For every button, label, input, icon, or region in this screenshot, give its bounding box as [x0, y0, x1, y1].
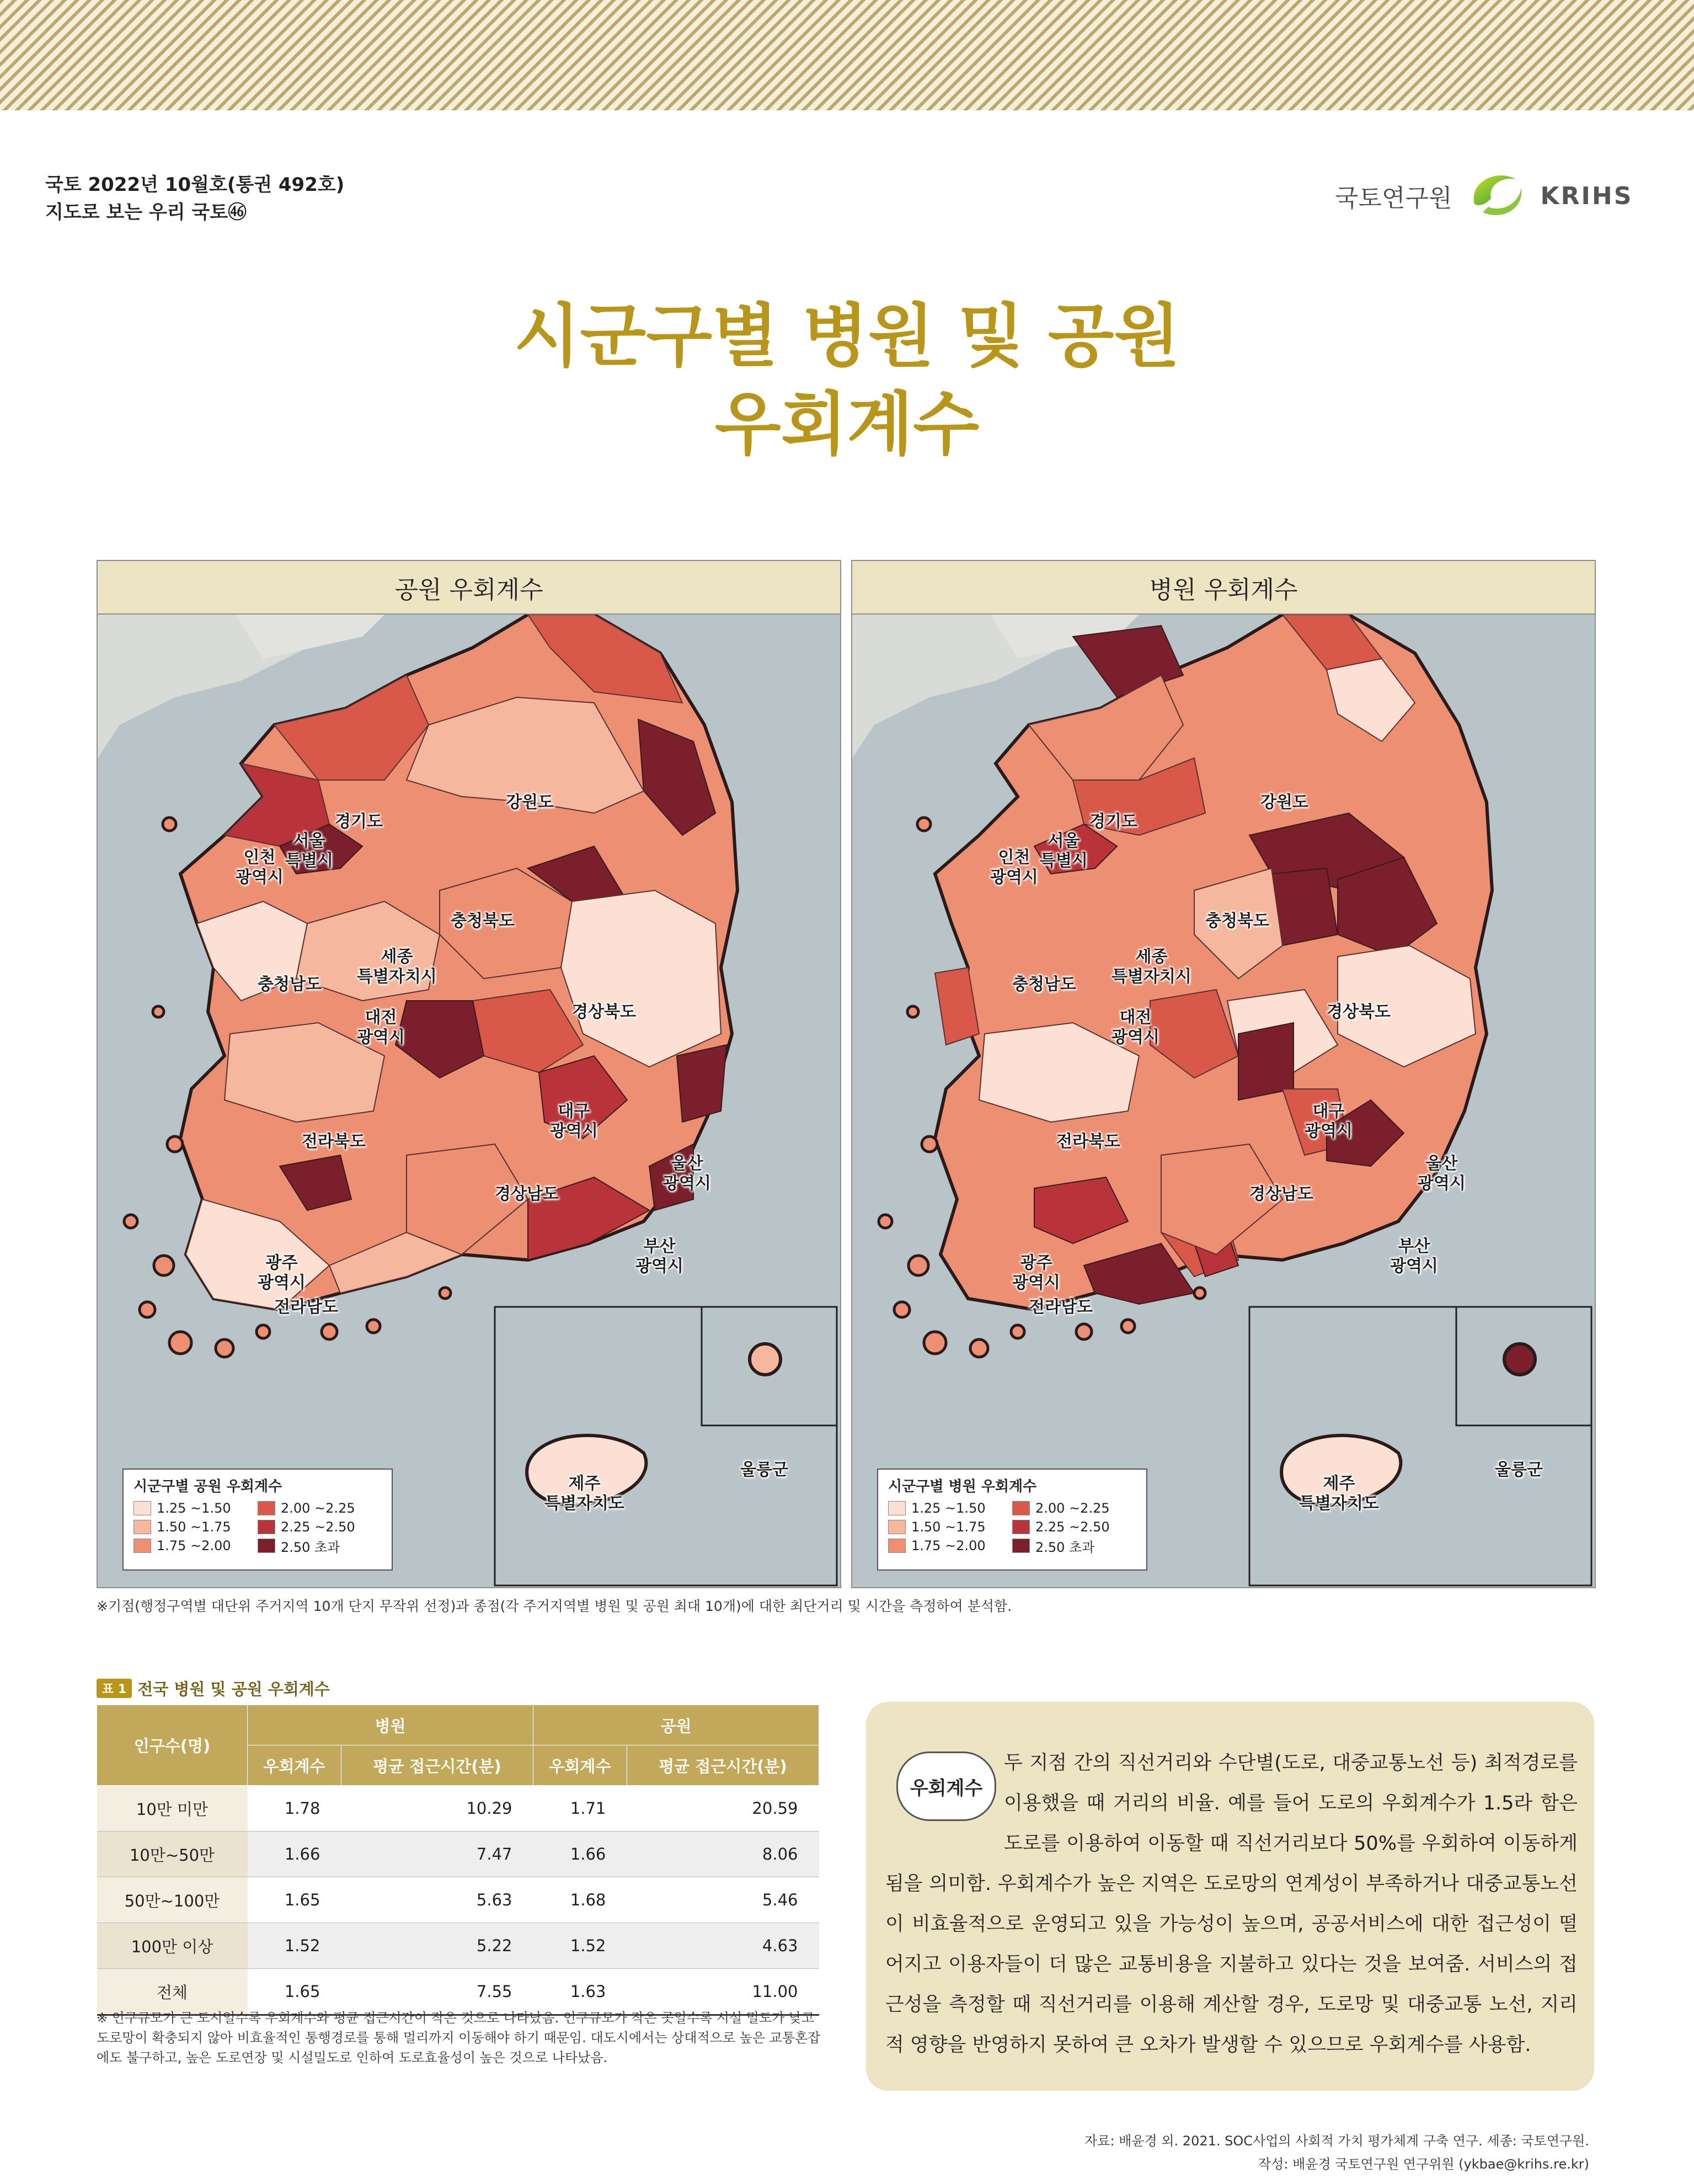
label-gyeonggi: 경기도 — [335, 812, 383, 831]
label-incheon: 인천 광역시 — [990, 848, 1038, 887]
header-stripe-band — [0, 0, 1694, 110]
page-title — [0, 292, 1694, 469]
label-ulleung: 울릉군 — [1495, 1460, 1543, 1480]
detour-table — [97, 1705, 819, 2016]
label-jeju: 제주 특별자치도 — [1299, 1474, 1379, 1513]
label-jeonbuk: 전라북도 — [1056, 1132, 1120, 1151]
park-detour-map-panel — [97, 560, 841, 1588]
legend-swatch — [888, 1501, 906, 1515]
label-daegu: 대구 광역시 — [550, 1102, 598, 1141]
legend-item: 1.50 ~1.75 — [133, 1518, 258, 1536]
label-chungnam: 충청남도 — [1012, 975, 1076, 994]
legend-item: 2.00 ~2.25 — [258, 1499, 382, 1518]
label-jeju: 제주 특별자치도 — [544, 1474, 624, 1513]
legend-title: 시군구별 공원 우회계수 — [133, 1478, 282, 1495]
map-heading: 공원 우회계수 — [98, 561, 840, 615]
subheader-park-time: 평균 접근시간(분) — [627, 1745, 819, 1786]
table-tag: 표 1 — [97, 1679, 132, 1698]
map-legend — [122, 1469, 393, 1571]
label-gyeongnam: 경상남도 — [495, 1184, 559, 1204]
label-daejeon: 대전 광역시 — [357, 1008, 405, 1047]
legend-item: 2.00 ~2.25 — [1012, 1499, 1136, 1518]
source-line: 자료: 배윤경 외. 2021. SOC사업의 사회적 가치 평가체계 구축 연구. 세종: 국토연구원. — [1084, 2133, 1589, 2149]
legend-item: 1.75 ~2.00 — [133, 1536, 258, 1555]
org-brand — [1335, 165, 1633, 226]
legend-item: 2.50 초과 — [258, 1536, 382, 1555]
table-row: 전체 1.65 7.55 1.63 11.00 — [97, 1969, 819, 2015]
label-gyeonggi: 경기도 — [1089, 812, 1137, 831]
label-jeonnam: 전라남도 — [274, 1297, 338, 1317]
legend-item: 2.25 ~2.50 — [258, 1518, 382, 1536]
legend-item: 1.25 ~1.50 — [888, 1499, 1012, 1518]
table-footnote: ※ 인구규모가 큰 도시일수록 우회계수와 평균 접근시간이 작은 것으로 나타났음. 인구규모가 작은 곳일수록 시설 밀도가 낮고 도로망이 확충되지 않아 비효율적인 통행경로를 통해 멀리까지 이동해야 하기 때문임. 대도시에서는 상대적으로 높은 교통혼잡에도 불구하고, 높은 도로연장 및 시설밀도로 인하여 도로효율성이 높은 것으로 나타났음. — [97, 2010, 821, 2065]
krihs-logo-icon — [1463, 165, 1530, 226]
legend-swatch — [1012, 1520, 1030, 1534]
label-ulsan: 울산 광역시 — [663, 1154, 711, 1193]
definition-text: 두 지점 간의 직선거리와 수단별(도로, 대중교통노선 등) 최적경로를 이용했을 때 거리의 비율. 예를 들어 도로의 우회계수가 1.5라 함은 도로를 이용하여 이동할 때 직선거리보다 50%를 우회하여 이동하게 됨을 의미함. 우회계수가 높은 지역은 도로망의 연계성이 부족하거나 대중교통노선이 비효율적으로 운영되고 있을 가능성이 높으며, 공공서비스에 대한 접근성이 떨어지고 이용자들이 더 많은 교통비용을 지불하고 있다는 것을 보여줌. 서비스의 접근성을 측정할 때 직선거리를 이용해 계산할 경우, 도로망 및 대중교통 노선, 지리적 영향을 반영하지 못하여 큰 오차가 발생할 수 있으므로 우회계수를 사용함. — [885, 1752, 1578, 2056]
title-line-2: 우회계수 — [714, 385, 980, 464]
table-caption — [97, 1677, 330, 1700]
legend-swatch — [258, 1520, 275, 1534]
source-credits — [1084, 2129, 1589, 2176]
table-row: 10만 미만 1.78 10.29 1.71 20.59 — [97, 1786, 819, 1831]
label-gangwon: 강원도 — [506, 793, 554, 812]
label-gyeongbuk: 경상북도 — [572, 1002, 636, 1022]
label-chungbuk: 충청북도 — [451, 911, 515, 931]
legend-swatch — [133, 1520, 151, 1534]
map-heading: 병원 우회계수 — [852, 561, 1595, 615]
subheader-park-detour: 우회계수 — [533, 1745, 627, 1786]
map-footnote: ※기점(행정구역별 대단위 주거지역 10개 단지 무작위 선정)과 종점(각 주거지역별 병원 및 공원 최대 10개)에 대한 최단거리 및 시간을 측정하여 분석함. — [97, 1598, 1012, 1614]
label-ulleung: 울릉군 — [740, 1460, 788, 1480]
header-park: 공원 — [533, 1705, 819, 1745]
legend-title: 시군구별 병원 우회계수 — [888, 1478, 1037, 1495]
issue-line: 국토 2022년 10월호(통권 492호) — [45, 174, 345, 196]
label-jeonnam: 전라남도 — [1029, 1297, 1093, 1317]
label-seoul: 서울 특별시 — [285, 831, 333, 871]
label-sejong: 세종 특별자치시 — [357, 947, 437, 986]
issue-info — [45, 171, 344, 226]
definition-term-badge: 우회계수 — [896, 1752, 996, 1821]
hospital-detour-choropleth — [852, 615, 1595, 1587]
label-daegu: 대구 광역시 — [1305, 1102, 1353, 1141]
header-population: 인구수(명) — [97, 1705, 248, 1786]
legend-swatch — [133, 1501, 151, 1515]
table-row: 50만~100만 1.65 5.63 1.68 5.46 — [97, 1877, 819, 1923]
subheader-hospital-time: 평균 접근시간(분) — [341, 1745, 533, 1786]
table-row: 100만 이상 1.52 5.22 1.52 4.63 — [97, 1923, 819, 1969]
legend-swatch — [133, 1539, 151, 1553]
label-chungbuk: 충청북도 — [1205, 911, 1269, 931]
label-jeonbuk: 전라북도 — [302, 1132, 366, 1151]
author-line: 작성: 배윤경 국토연구원 연구위원 (ykbae@krihs.re.kr) — [1258, 2156, 1589, 2172]
legend-item: 2.25 ~2.50 — [1012, 1518, 1136, 1536]
label-gyeongbuk: 경상북도 — [1327, 1002, 1391, 1022]
park-detour-choropleth — [98, 615, 840, 1587]
label-incheon: 인천 광역시 — [236, 848, 284, 887]
label-seoul: 서울 특별시 — [1040, 831, 1088, 871]
map-legend — [877, 1469, 1147, 1571]
header-hospital: 병원 — [248, 1705, 533, 1745]
legend-swatch — [888, 1539, 906, 1553]
subheader-hospital-detour: 우회계수 — [248, 1745, 341, 1786]
series-line: 지도로 보는 우리 국토㊻ — [45, 201, 247, 223]
label-gwangju: 광주 광역시 — [258, 1253, 306, 1293]
label-sejong: 세종 특별자치시 — [1111, 947, 1191, 986]
legend-swatch — [258, 1539, 275, 1553]
label-gyeongnam: 경상남도 — [1249, 1184, 1313, 1204]
label-ulsan: 울산 광역시 — [1418, 1154, 1466, 1193]
legend-item: 1.50 ~1.75 — [888, 1518, 1012, 1536]
legend-swatch — [1012, 1501, 1030, 1515]
legend-swatch — [888, 1520, 906, 1534]
label-gangwon: 강원도 — [1260, 793, 1308, 812]
legend-item: 1.25 ~1.50 — [133, 1499, 258, 1518]
legend-swatch — [258, 1501, 275, 1515]
table-title: 전국 병원 및 공원 우회계수 — [137, 1680, 330, 1699]
title-line-1: 시군구별 병원 및 공원 — [514, 297, 1180, 376]
hospital-detour-map-panel — [851, 560, 1596, 1588]
label-busan: 부산 광역시 — [635, 1237, 683, 1276]
label-busan: 부산 광역시 — [1390, 1237, 1438, 1276]
legend-swatch — [1012, 1539, 1030, 1553]
org-english-name: KRIHS — [1540, 181, 1633, 210]
legend-item: 1.75 ~2.00 — [888, 1536, 1012, 1555]
label-daejeon: 대전 광역시 — [1111, 1008, 1159, 1047]
label-chungnam: 충청남도 — [258, 975, 322, 994]
org-korean-name: 국토연구원 — [1335, 184, 1452, 212]
legend-item: 2.50 초과 — [1012, 1536, 1136, 1555]
table-row: 10만~50만 1.66 7.47 1.66 8.06 — [97, 1831, 819, 1877]
label-gwangju: 광주 광역시 — [1012, 1253, 1060, 1293]
